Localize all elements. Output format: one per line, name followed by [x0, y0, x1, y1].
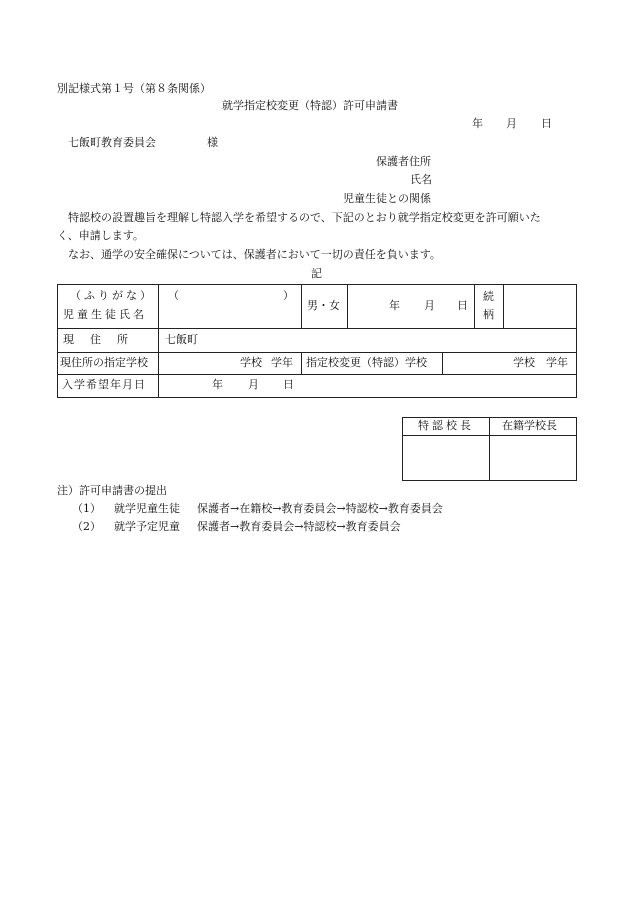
note-1-type: 就学児童生徒	[114, 502, 180, 515]
furigana-close-paren: ）	[283, 289, 294, 302]
designated-school-suffix: 学校	[240, 356, 262, 369]
relation-label-top: 続	[483, 290, 494, 303]
birth-month-label: 月	[424, 299, 435, 312]
special-principal-label: 特認校長	[418, 419, 474, 432]
body-paragraph-1-line-1: 特認校の設置趣旨を理解し特認入学を希望するので、下記のとおり就学指定校変更を許可願いた	[68, 211, 541, 224]
notes-title: 注）許可申請書の提出	[57, 484, 167, 497]
date-month-label: 月	[506, 117, 517, 130]
entry-month-label: 月	[248, 378, 259, 391]
addressee-board: 七飯町教育委員会	[68, 136, 156, 149]
note-2-flow: 保護者→教育委員会→特認校→教育委員会	[197, 520, 401, 533]
designated-school-label: 現住所の指定学校	[60, 356, 148, 369]
current-principal-label: 在籍学校長	[502, 419, 557, 432]
body-paragraph-2: なお、通学の安全確保については、保護者において一切の責任を負います。	[68, 248, 441, 261]
entry-year-label: 年	[212, 378, 223, 391]
note-1-number: （1）	[72, 502, 101, 515]
addressee-honorific: 様	[207, 136, 218, 149]
note-2-number: （2）	[72, 520, 101, 533]
relation-label-bottom: 柄	[483, 308, 494, 321]
entry-date-label: 入学希望年月日	[62, 378, 146, 391]
birth-day-label: 日	[457, 299, 468, 312]
relation-label: 児童生徒との関係	[343, 192, 431, 205]
student-name-label: 児童生徒氏名	[63, 308, 147, 321]
date-year-label: 年	[472, 117, 483, 130]
date-day-label: 日	[541, 117, 552, 130]
changed-school-suffix: 学校	[513, 356, 535, 369]
ki-label: 記	[311, 267, 322, 280]
furigana-open-paren: （	[168, 289, 179, 302]
guardian-name-label: 氏名	[410, 173, 432, 186]
current-address-label: 現住所	[63, 333, 144, 346]
form-number: 別記様式第１号（第８条関係）	[57, 82, 211, 95]
document-title: 就学指定校変更（特認）許可申請書	[222, 99, 398, 112]
note-1-flow: 保護者→在籍校→教育委員会→特認校→教育委員会	[197, 502, 443, 515]
furigana-label: （ふりがな）	[70, 289, 154, 302]
current-address-value: 七飯町	[165, 333, 198, 346]
guardian-address-label: 保護者住所	[376, 155, 431, 168]
body-paragraph-1-line-2: く、申請します。	[57, 229, 144, 242]
changed-grade-suffix: 学年	[546, 356, 568, 369]
sex-options: 男・女	[307, 299, 340, 312]
birth-year-label: 年	[389, 299, 400, 312]
changed-school-label: 指定校変更（特認）学校	[306, 356, 427, 369]
designated-grade-suffix: 学年	[271, 356, 293, 369]
note-2-type: 就学予定児童	[114, 520, 180, 533]
entry-day-label: 日	[283, 378, 294, 391]
